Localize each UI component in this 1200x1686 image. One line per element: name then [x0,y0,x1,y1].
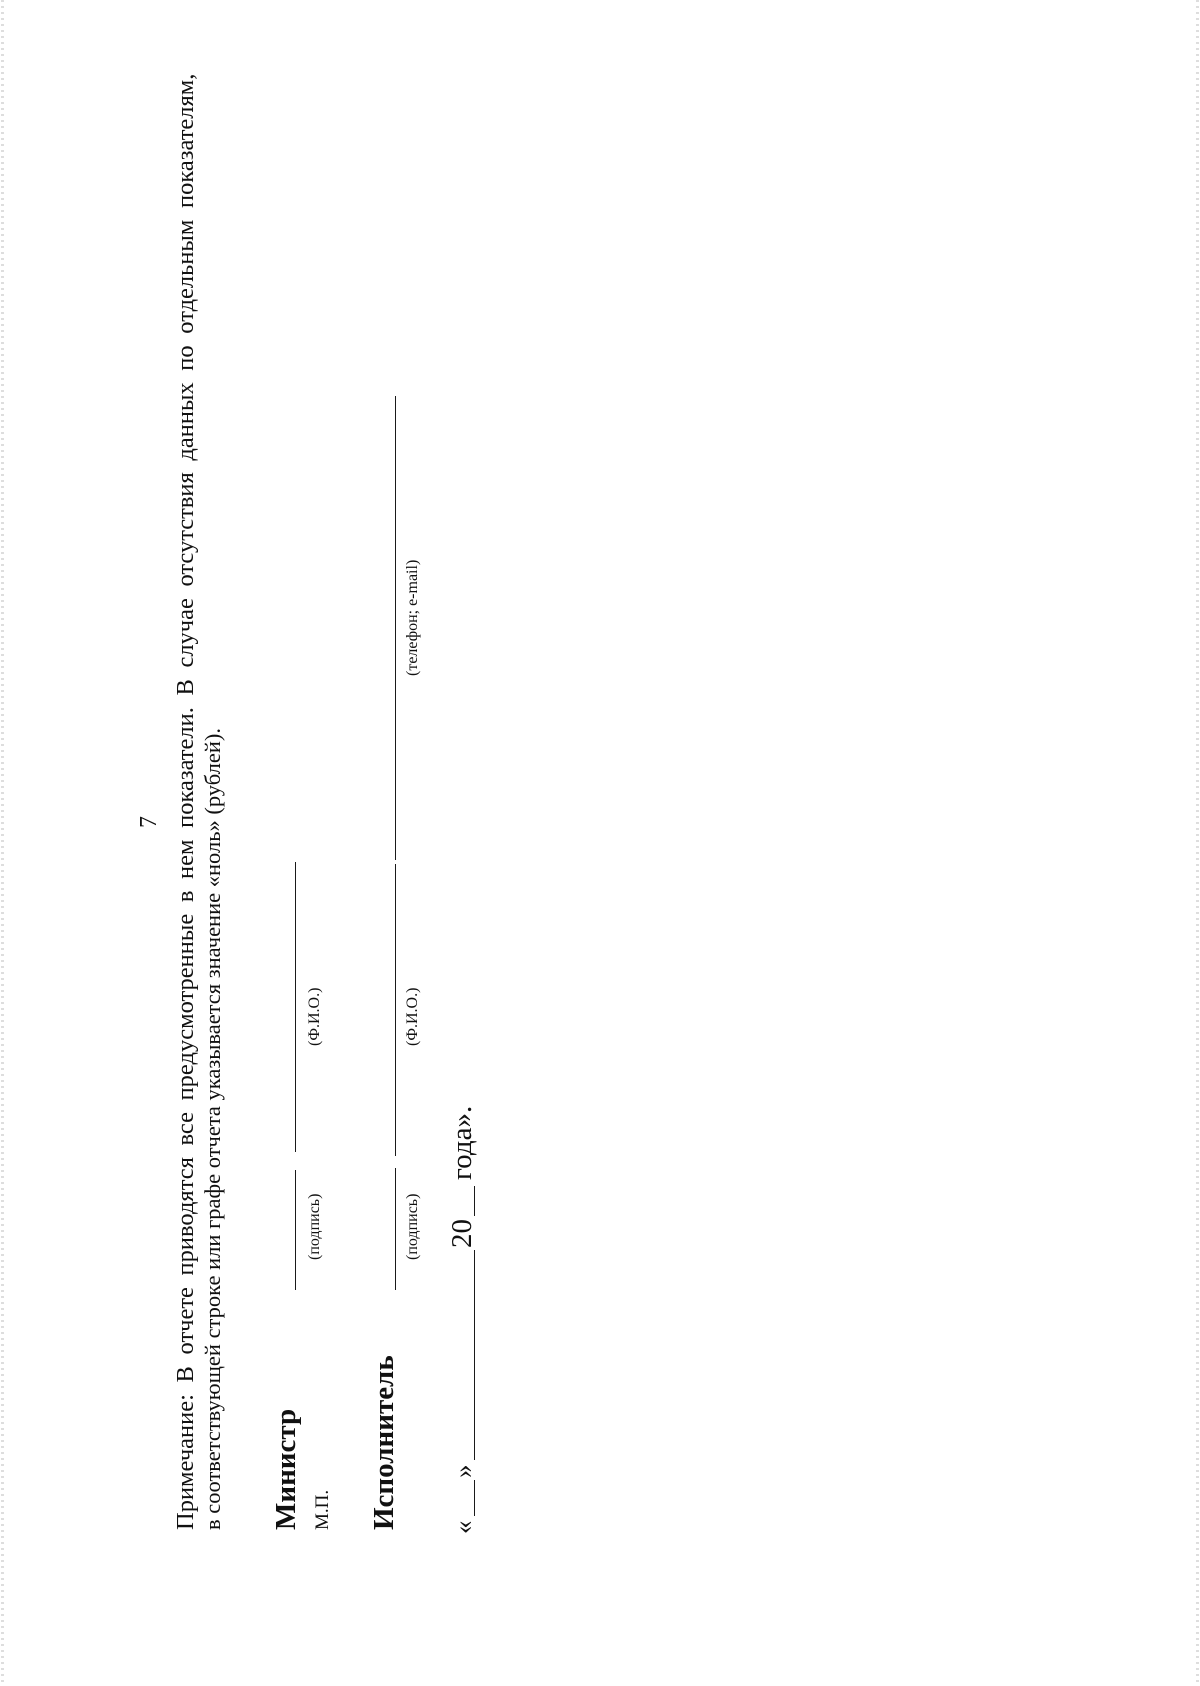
note-line-1: Примечание: В отчете приводятся все предусмотренные в нем показатели. В случае отсутствия данных по отдельным показателям, [172,73,199,1530]
executor-contact-caption: (телефон; e-mail) [404,559,421,676]
executor-signature-line[interactable] [395,1168,396,1290]
date-open-quote: « [448,1520,478,1534]
executor-role-label: Исполнитель [368,1355,400,1530]
executor-name-caption: (Ф.И.О.) [404,987,421,1046]
executor-contact-line[interactable] [395,396,396,860]
stamp-placeholder: М.П. [312,1489,333,1530]
date-day-blank[interactable] [474,1480,475,1516]
date-month-blank[interactable] [474,1250,475,1460]
date-close-quote: » [448,1464,478,1478]
executor-name-line[interactable] [395,864,396,1156]
date-year-prefix: 20 [446,1219,478,1248]
note-line-2: в соответствующей строке или графе отчета указывается значение «ноль» (рублей). [200,727,225,1530]
minister-role-label: Министр [270,1408,302,1530]
date-year-blank[interactable] [474,1186,475,1216]
minister-signature-caption: (подпись) [306,1193,323,1260]
minister-name-caption: (Ф.И.О.) [306,987,323,1046]
page-number: 7 [136,816,162,828]
minister-signature-line[interactable] [295,1170,296,1290]
date-year-suffix: года». [446,1105,478,1180]
executor-signature-caption: (подпись) [404,1193,421,1260]
minister-name-line[interactable] [295,862,296,1152]
